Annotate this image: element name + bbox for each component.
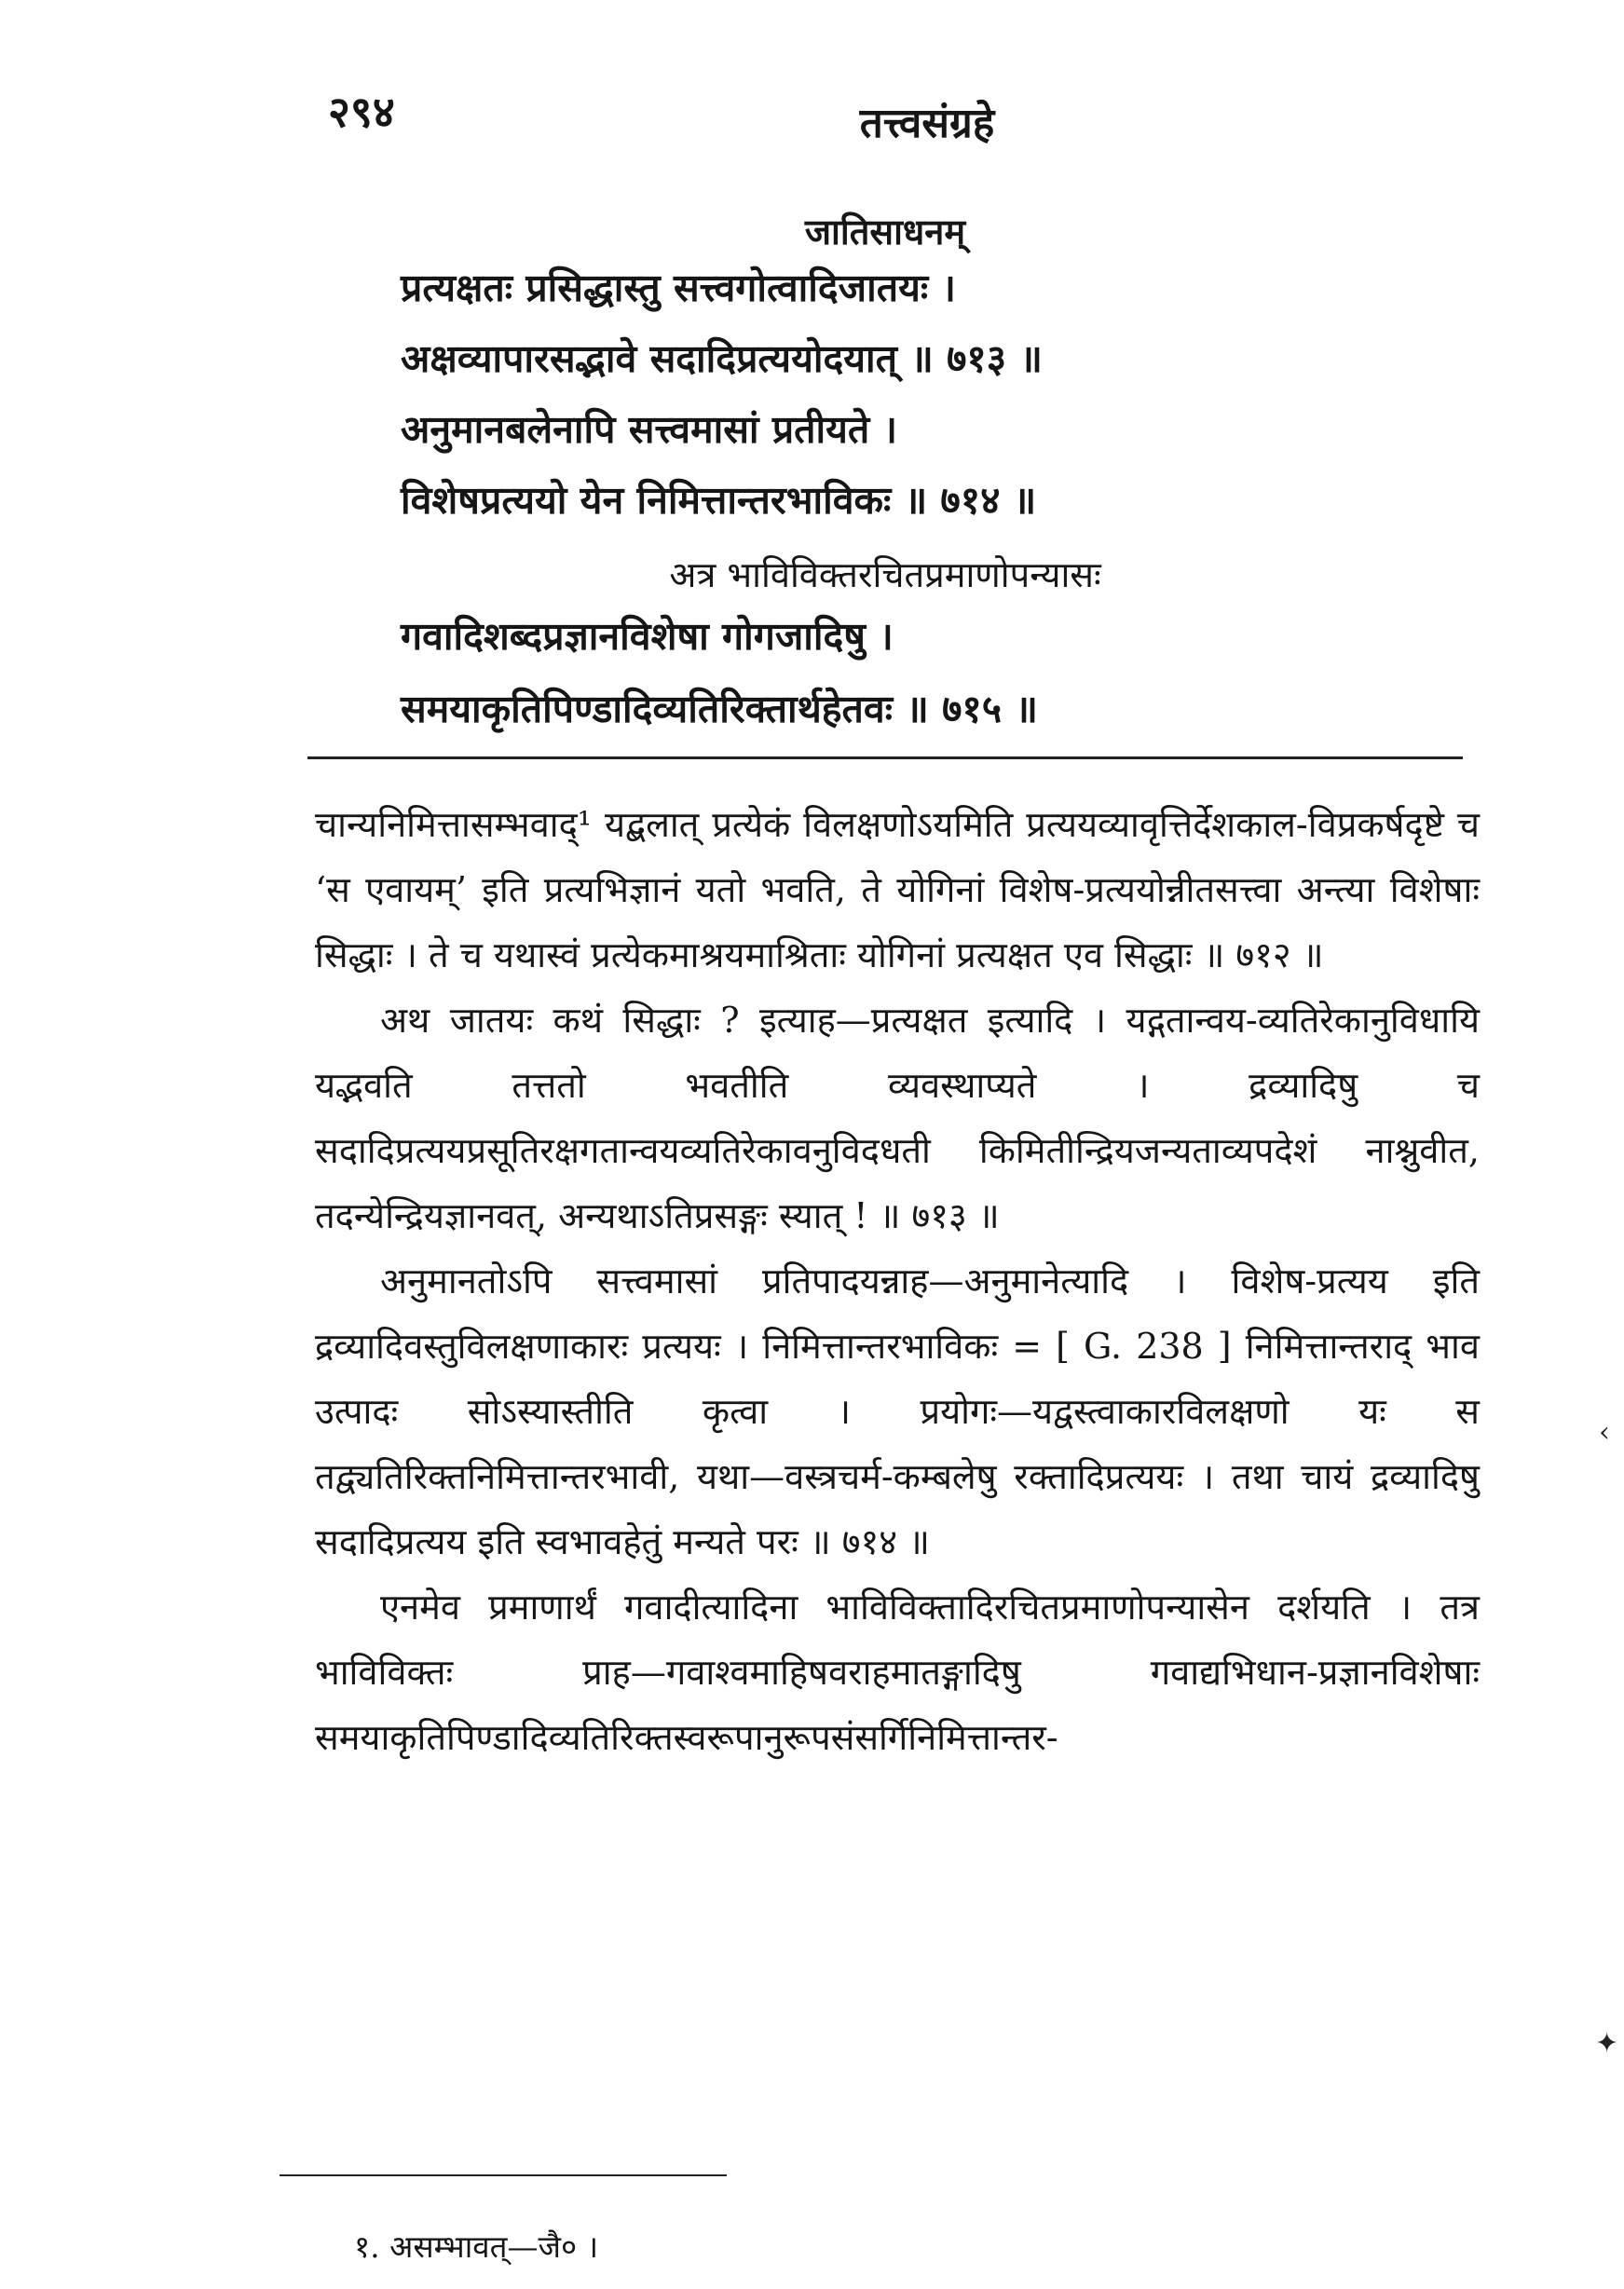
verse-line [401,332,1444,384]
commentary-paragraph: अथ जातयः कथं सिद्धाः ? इत्याह—प्रत्यक्षत इत्यादि । यद्गतान्वय-व्यतिरेकानुविधायि यद्भवति तत्ततो भवतीति व्यवस्थाप्यते । द्रव्यादिषु च सदादिप्रत्ययप्रसूतिरक्षगतान्वयव्यतिरेकावनुविदधती किमितीन्द्रियजन्यताव्यपदेशं नाश्नुवीत, तदन्येन्द्रियज्ञानवत्, अन्यथाऽतिप्रसङ्गः स्यात् ! ॥ ७१३ ॥ [315,1000,1480,1236]
page-number: २९४ [328,87,395,137]
verse-line [401,609,1444,661]
margin-mark: ✦ [1595,2027,1619,2060]
verse-text: प्रत्यक्षतः प्रसिद्धास्तु सत्त्वगोत्वादिजातयः । [401,266,956,310]
verse-text: गवादिशब्दप्रज्ञानविशेषा गोगजादिषु । [401,614,894,659]
verse-text: अक्षव्यापारसद्भावे सदादिप्रत्ययोदयात् ॥ ७१३ ॥ [401,336,1043,381]
verse-line [401,261,1444,313]
footnote: १. असम्भावत्—जै० । [354,2228,599,2265]
verse-text: विशेषप्रत्ययो येन निमित्तान्तरभाविकः ॥ ७१४ ॥ [401,478,1037,523]
verse-separator-rule [307,756,1463,759]
verse-line [401,402,1444,455]
section-heading: जातिसाधनम् [804,211,966,252]
commentary-paragraph: एनमेव प्रमाणार्थं गवादीत्यादिना भाविविक्तादिरचितप्रमाणोपन्यासेन दर्शयति । तत्र भाविविक्तः प्राह—गवाश्वमाहिषवराहमातङ्गादिषु गवाद्यभिधान-प्रज्ञानविशेषाः समयाकृतिपिण्डादिव्यतिरिक्तस्वरूपानुरूपसंसर्गिनिमित्तान्तर- [315,1587,1480,1758]
subsection-heading: अत्र भाविविक्तरचितप्रमाणोपन्यासः [669,554,1101,595]
running-title: तत्त्वसंग्रहे [859,100,995,147]
verse-text: समयाकृतिपिण्डादिव्यतिरिक्तार्थहेतवः ॥ ७१५ ॥ [401,687,1038,731]
footnote-rule [280,2174,727,2176]
verse-line [401,473,1444,525]
verse-line [401,682,1444,734]
commentary-paragraph: अनुमानतोऽपि सत्त्वमासां प्रतिपादयन्नाह—अनुमानेत्यादि । विशेष-प्रत्यय इति द्रव्यादिवस्तुविलक्षणाकारः प्रत्ययः । निमित्तान्तरभाविकः = [ G. 238 ] निमित्तान्तराद् भाव उत्पादः सोऽस्यास्तीति कृत्वा । प्रयोगः—यद्वस्त्वाकारविलक्षणो यः स तद्व्यतिरिक्तनिमित्तान्तरभावी, यथा—वस्त्रचर्म-कम्बलेषु रक्तादिप्रत्ययः । तथा चायं द्रव्यादिषु सदादिप्रत्यय इति स्वभावहेतुं मन्यते परः ॥ ७१४ ॥ [315,1260,1480,1562]
commentary-block [315,792,1480,1770]
commentary-paragraph: चान्यनिमित्तासम्भवाद्¹ यद्बलात् प्रत्येकं विलक्षणोऽयमिति प्रत्ययव्यावृत्तिर्देशकाल-विप्रकर्षदृष्टे च ‘स एवायम्’ इति प्रत्यभिज्ञानं यतो भवति, ते योगिनां विशेष-प्रत्ययोन्नीतसत्त्वा अन्त्या विशेषाः सिद्धाः । ते च यथास्वं प्रत्येकमाश्रयमाश्रिताः योगिनां प्रत्यक्षत एव सिद्धाः ॥ ७१२ ॥ [315,804,1480,975]
verse-text: अनुमानबलेनापि सत्त्वमासां प्रतीयते । [401,407,898,452]
margin-mark: ‹ [1599,1416,1610,1449]
